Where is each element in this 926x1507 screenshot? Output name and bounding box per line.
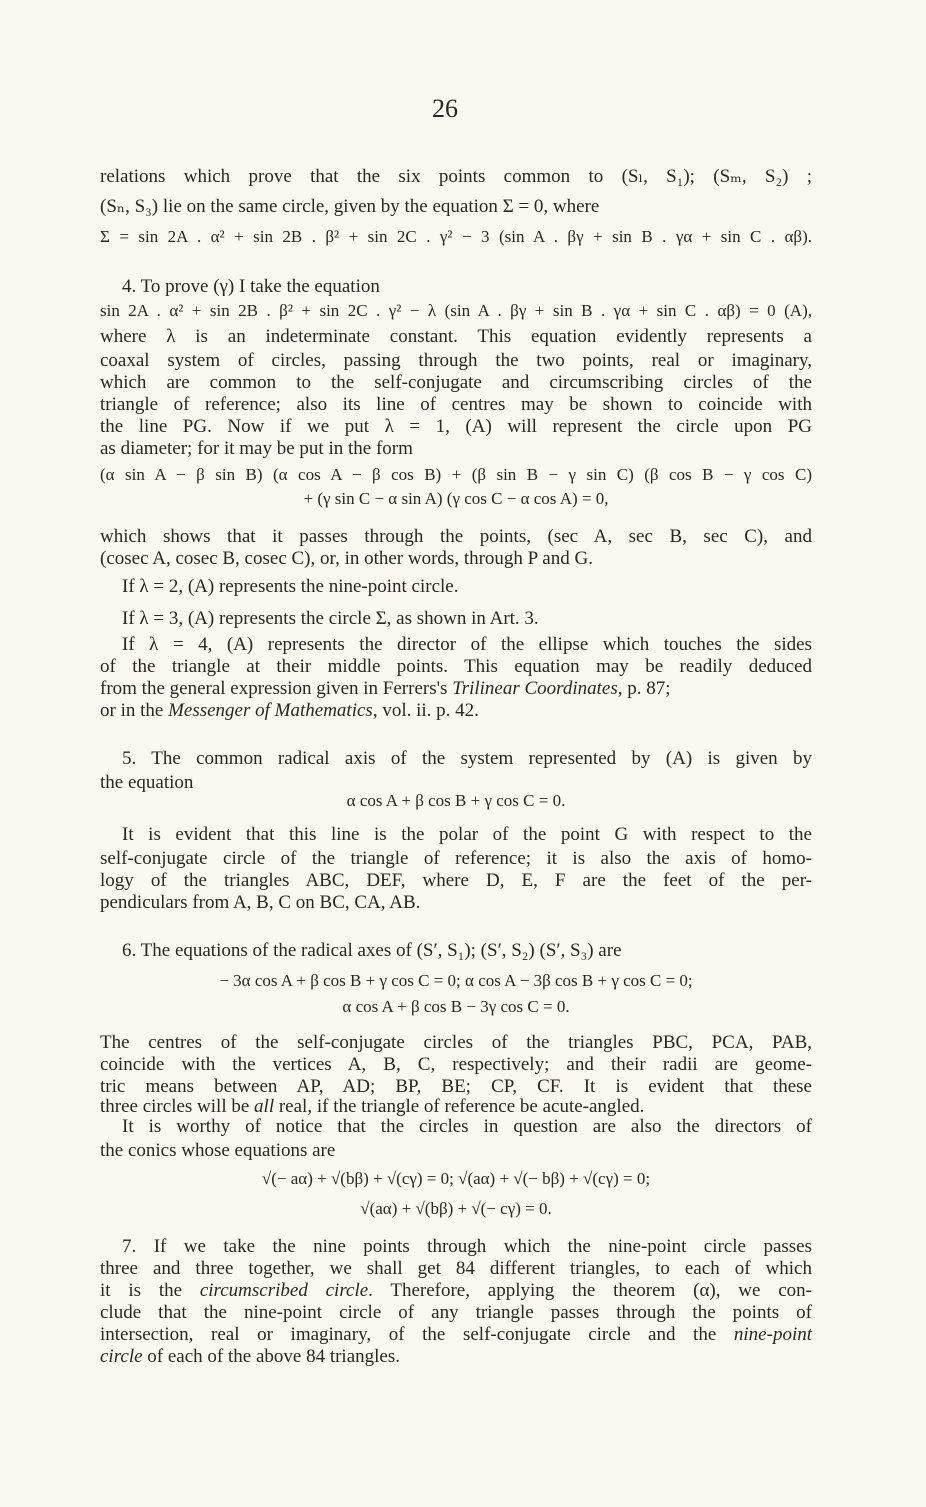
equation-line: − 3α cos A + β cos B + γ cos C = 0; α cos A − 3β cos B + γ cos C = 0;	[219, 971, 693, 990]
equation-line: (α sin A − β sin B) (α cos A − β cos B) + (β sin B − γ sin C) (β cos B − γ cos C)	[100, 465, 812, 484]
text-line	[100, 1096, 812, 1118]
page-number: 26	[432, 94, 458, 123]
text-line: tric means between AP, AD; BP, BE; CP, CF. It is evident that these	[100, 1076, 812, 1097]
text-line: self-conjugate circle of the triangle of reference; it is also the axis of homo-	[100, 848, 812, 869]
equation-line: + (γ sin C − α sin A) (γ cos C − α cos A) = 0,	[303, 489, 609, 508]
text-line: the line PG. Now if we put λ = 1, (A) will represent the circle upon PG	[100, 416, 812, 437]
equation-line: α cos A + β cos B − 3γ cos C = 0.	[342, 997, 570, 1016]
text-segment: . Therefore, applying the theorem (α), we con-	[368, 1280, 812, 1301]
text-line: relations which prove that the six points common to (Sₗ, S₁); (Sₘ, S₂) ;	[100, 166, 812, 187]
text-line: If λ = 4, (A) represents the director of the ellipse which touches the sides	[122, 634, 812, 655]
equation-A: sin 2A . α² + sin 2B . β² + sin 2C . γ² − λ (sin A . βγ + sin B . γα + sin C . αβ) = 0 (A),	[100, 301, 812, 320]
text-segment: three circles will be	[100, 1096, 255, 1117]
text-line: which are common to the self-conjugate and circumscribing circles of the	[100, 372, 812, 393]
emphasis: circumscribed circle	[199, 1280, 369, 1301]
text-segment: or in the	[100, 700, 169, 721]
section-5-heading: 5. The common radical axis of the system represented by (A) is given by	[122, 748, 812, 769]
text-line: the conics whose equations are	[100, 1140, 336, 1161]
text-segment: of each of the above 84 triangles.	[147, 1346, 401, 1367]
text-line: coincide with the vertices A, B, C, respectively; and their radii are geome-	[100, 1054, 812, 1075]
book-title: Trilinear Coordinates	[452, 678, 618, 699]
equation-line: √(aα) + √(bβ) + √(− cγ) = 0.	[360, 1199, 552, 1218]
text-line: which shows that it passes through the points, (sec A, sec B, sec C), and	[100, 526, 812, 547]
text-line: If λ = 3, (A) represents the circle Σ, as shown in Art. 3.	[122, 608, 539, 629]
text-line	[100, 1346, 812, 1368]
text-line: (cosec A, cosec B, cosec C), or, in other words, through P and G.	[100, 548, 593, 569]
emphasis: all	[254, 1096, 275, 1117]
text-segment: , vol. ii. p. 42.	[372, 700, 479, 721]
emphasis: nine-point	[733, 1324, 813, 1345]
equation-line: α cos A + β cos B + γ cos C = 0.	[346, 791, 566, 810]
text-line: of the triangle at their middle points. This equation may be readily deduced	[100, 656, 812, 677]
text-line	[100, 1280, 812, 1302]
text-line	[100, 700, 812, 722]
text-line: clude that the nine-point circle of any triangle passes through the points of	[100, 1302, 812, 1323]
text-line: logy of the triangles ABC, DEF, where D, E, F are the feet of the per-	[100, 870, 812, 891]
text-line: pendiculars from A, B, C on BC, CA, AB.	[100, 892, 421, 913]
equation-sigma: Σ = sin 2A . α² + sin 2B . β² + sin 2C . γ² − 3 (sin A . βγ + sin B . γα + sin C . αβ).	[100, 227, 812, 246]
text-segment: intersection, real or imaginary, of the self-conjugate circle and the	[100, 1324, 717, 1345]
text-line: The centres of the self-conjugate circles of the triangles PBC, PCA, PAB,	[100, 1032, 812, 1053]
text-line: triangle of reference; also its line of centres may be shown to coincide with	[100, 394, 812, 415]
text-line: the equation	[100, 772, 194, 793]
section-6-heading: 6. The equations of the radical axes of (S′, S₁); (S′, S₂) (S′, S₃) are	[122, 940, 622, 961]
section-7-heading: 7. If we take the nine points through which the nine-point circle passes	[122, 1236, 812, 1257]
text-line: It is evident that this line is the polar of the point G with respect to the	[122, 824, 812, 845]
text-line: coaxal system of circles, passing through the two points, real or imaginary,	[100, 350, 812, 371]
journal-title: Messenger of Mathematics	[168, 700, 373, 721]
text-line: as diameter; for it may be put in the form	[100, 438, 413, 459]
text-line: If λ = 2, (A) represents the nine-point circle.	[122, 576, 459, 597]
equation-line: √(− aα) + √(bβ) + √(cγ) = 0; √(aα) + √(− bβ) + √(cγ) = 0;	[261, 1169, 651, 1188]
text-segment: real, if the triangle of reference be acute-angled.	[274, 1096, 645, 1117]
text-line: three and three together, we shall get 84 different triangles, to each of which	[100, 1258, 812, 1279]
text-segment: from the general expression given in Ferrers's	[100, 678, 453, 699]
text-line: (Sₙ, S₃) lie on the same circle, given by the equation Σ = 0, where	[100, 196, 600, 217]
text-segment: , p. 87;	[617, 678, 671, 699]
emphasis: circle	[100, 1346, 143, 1367]
text-line: It is worthy of notice that the circles in question are also the directors of	[122, 1116, 812, 1137]
text-line: where λ is an indeterminate constant. This equation evidently represents a	[100, 326, 812, 347]
section-4-heading: 4. To prove (γ) I take the equation	[122, 276, 380, 297]
text-line	[100, 678, 812, 700]
text-line	[100, 1324, 812, 1346]
text-segment: it is the	[100, 1280, 200, 1301]
